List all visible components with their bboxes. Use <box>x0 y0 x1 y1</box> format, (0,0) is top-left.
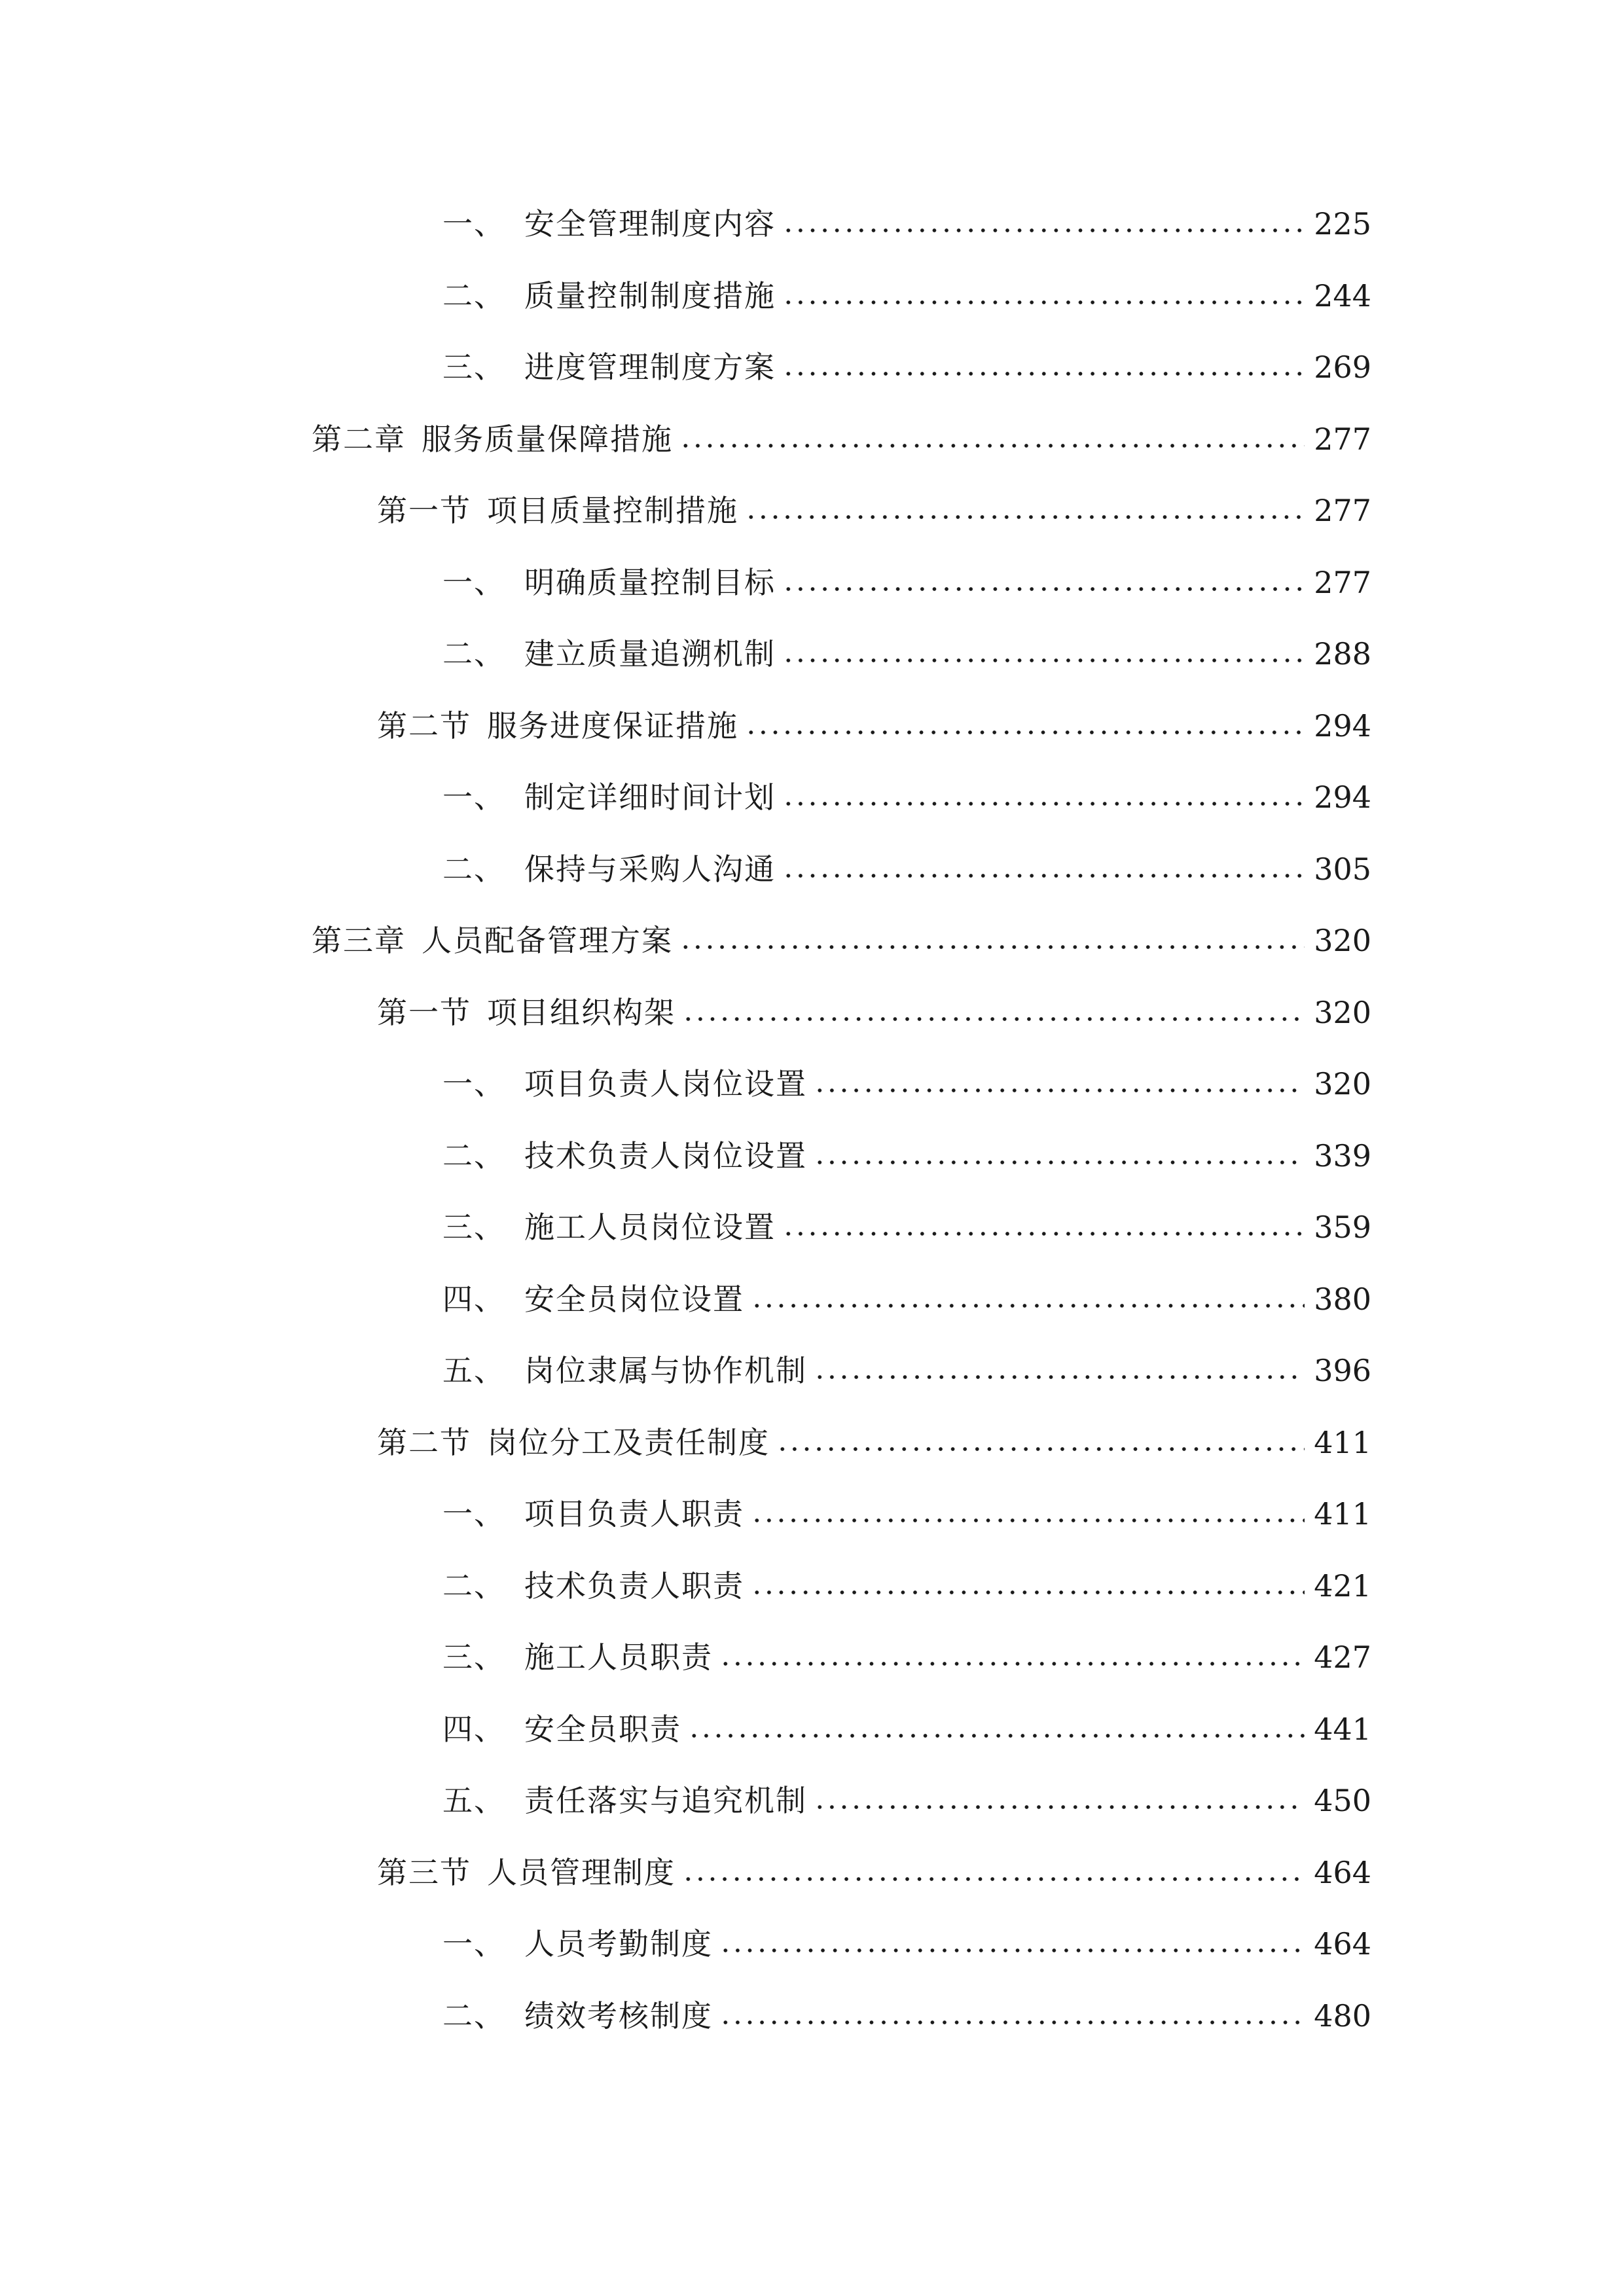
toc-entry-title: 项目负责人职责 <box>524 1496 744 1532</box>
toc-entry-number: 一、 <box>442 206 505 242</box>
toc-entry-page-number: 288 <box>1314 636 1371 672</box>
toc-entry-page-number: 244 <box>1314 278 1371 314</box>
dot-leader <box>782 584 1305 594</box>
toc-entry-title: 施工人员职责 <box>524 1640 713 1675</box>
toc-entry[interactable] <box>442 1196 1371 1245</box>
toc-entry-number: 第二章 <box>312 422 406 457</box>
dot-leader <box>682 1014 1305 1024</box>
toc-entry-section[interactable] <box>377 982 1371 1028</box>
toc-entry-number: 二、 <box>442 852 505 887</box>
toc-entry-title: 责任落实与追究机制 <box>524 1783 807 1818</box>
toc-entry-title: 岗位分工及责任制度 <box>487 1425 770 1460</box>
toc-entry-page-number: 411 <box>1314 1425 1371 1460</box>
toc-entry-title: 技术负责人岗位设置 <box>524 1138 807 1174</box>
toc-entry-number: 一、 <box>442 1926 505 1962</box>
dot-leader <box>814 1086 1305 1095</box>
toc-entry-title: 人员考勤制度 <box>524 1926 713 1962</box>
toc-entry-page-number: 464 <box>1314 1926 1371 1962</box>
toc-entry-number: 一、 <box>442 565 505 600</box>
toc-entry-title: 服务进度保证措施 <box>487 708 738 744</box>
toc-entry-chapter[interactable] <box>312 408 1371 457</box>
dot-leader <box>782 369 1305 378</box>
toc-entry-title: 项目负责人岗位设置 <box>524 1066 807 1102</box>
toc-entry-title: 服务质量保障措施 <box>422 422 673 457</box>
toc-entry-number: 第三章 <box>312 923 406 958</box>
toc-entry[interactable] <box>442 552 1371 598</box>
toc-entry-title: 制定详细时间计划 <box>524 780 776 815</box>
toc-entry[interactable] <box>442 1913 1371 1962</box>
dot-leader <box>814 1158 1305 1167</box>
toc-entry-number: 第一节 <box>377 493 471 528</box>
toc-entry-number: 第一节 <box>377 995 471 1030</box>
toc-entry-page-number: 380 <box>1314 1282 1371 1317</box>
toc-entry[interactable] <box>442 1626 1371 1675</box>
toc-entry-page-number: 480 <box>1314 1998 1371 2034</box>
toc-entry[interactable] <box>442 1985 1371 2034</box>
toc-entry-title: 建立质量追溯机制 <box>524 636 776 672</box>
toc-entry-title: 项目组织构架 <box>487 995 676 1030</box>
toc-entry-section[interactable] <box>377 695 1371 744</box>
toc-entry-number: 三、 <box>442 1640 505 1675</box>
toc-entry-section[interactable] <box>377 1842 1371 1888</box>
toc-entry[interactable] <box>442 766 1371 815</box>
toc-entry-number: 二、 <box>442 1568 505 1604</box>
toc-entry[interactable] <box>442 1555 1371 1604</box>
toc-entry-page-number: 294 <box>1314 780 1371 815</box>
toc-entry-page-number: 441 <box>1314 1712 1371 1747</box>
dot-leader <box>682 1874 1305 1884</box>
dot-leader <box>814 1803 1305 1812</box>
toc-entry[interactable] <box>442 1483 1371 1532</box>
toc-entry-number: 一、 <box>442 780 505 815</box>
toc-entry-title: 明确质量控制目标 <box>524 565 776 600</box>
toc-entry-title: 施工人员岗位设置 <box>524 1210 776 1245</box>
toc-entry-title: 质量控制制度措施 <box>524 278 776 314</box>
toc-entry[interactable] <box>442 193 1371 242</box>
toc-entry-title: 保持与采购人沟通 <box>524 852 776 887</box>
dot-leader <box>688 1731 1305 1740</box>
toc-entry-number: 第二节 <box>377 708 471 744</box>
toc-entry-page-number: 305 <box>1314 852 1371 887</box>
dot-leader <box>782 799 1305 808</box>
toc-entry[interactable] <box>442 265 1371 314</box>
toc-entry-title: 人员管理制度 <box>487 1855 676 1890</box>
dot-leader <box>782 298 1305 307</box>
toc-entry-number: 三、 <box>442 350 505 385</box>
toc-entry-number: 三、 <box>442 1210 505 1245</box>
toc-entry-page-number: 269 <box>1314 350 1371 385</box>
dot-leader <box>745 512 1305 522</box>
toc-entry-number: 五、 <box>442 1353 505 1388</box>
toc-entry-page-number: 277 <box>1314 565 1371 600</box>
dot-leader <box>814 1372 1305 1382</box>
toc-entry-title: 岗位隶属与协作机制 <box>524 1353 807 1388</box>
toc-entry-page-number: 421 <box>1314 1568 1371 1604</box>
dot-leader <box>745 728 1305 737</box>
toc-entry-page-number: 320 <box>1314 995 1371 1030</box>
toc-entry-number: 一、 <box>442 1496 505 1532</box>
dot-leader <box>751 1516 1305 1525</box>
toc-entry-number: 四、 <box>442 1282 505 1317</box>
toc-entry[interactable] <box>442 336 1371 385</box>
toc-entry-title: 人员配备管理方案 <box>422 923 673 958</box>
toc-entry-chapter[interactable] <box>312 910 1371 956</box>
toc-entry-page-number: 359 <box>1314 1210 1371 1245</box>
toc-entry[interactable] <box>442 1698 1371 1747</box>
toc-entry[interactable] <box>442 838 1371 887</box>
toc-entry-page-number: 320 <box>1314 923 1371 958</box>
toc-entry-number: 二、 <box>442 278 505 314</box>
dot-leader <box>776 1444 1305 1454</box>
toc-entry-section[interactable] <box>377 1412 1371 1458</box>
toc-entry-page-number: 396 <box>1314 1353 1371 1388</box>
toc-entry-page-number: 225 <box>1314 206 1371 242</box>
toc-entry-number: 二、 <box>442 1998 505 2034</box>
toc-entry-page-number: 294 <box>1314 708 1371 744</box>
toc-entry-title: 绩效考核制度 <box>524 1998 713 2034</box>
dot-leader <box>719 1946 1305 1955</box>
dot-leader <box>719 1659 1305 1668</box>
dot-leader <box>679 942 1305 952</box>
toc-entry-title: 安全员岗位设置 <box>524 1282 744 1317</box>
dot-leader <box>719 2018 1305 2027</box>
toc-entry-page-number: 320 <box>1314 1066 1371 1102</box>
toc-entry-page-number: 427 <box>1314 1640 1371 1675</box>
toc-entry-title: 项目质量控制措施 <box>487 493 738 528</box>
toc-entry-number: 第二节 <box>377 1425 471 1460</box>
toc-entry-number: 五、 <box>442 1783 505 1818</box>
dot-leader <box>679 441 1305 450</box>
toc-entry[interactable] <box>442 1268 1371 1317</box>
toc-entry-number: 二、 <box>442 636 505 672</box>
toc-entry[interactable] <box>442 1340 1371 1386</box>
toc-entry-page-number: 450 <box>1314 1783 1371 1818</box>
dot-leader <box>782 871 1305 880</box>
toc-entry[interactable] <box>442 623 1371 672</box>
toc-entry-page-number: 277 <box>1314 422 1371 457</box>
toc-entry[interactable] <box>442 1053 1371 1102</box>
dot-leader <box>782 656 1305 665</box>
toc-entry-title: 进度管理制度方案 <box>524 350 776 385</box>
toc-entry[interactable] <box>442 1125 1371 1174</box>
dot-leader <box>782 226 1305 235</box>
toc-entry-page-number: 411 <box>1314 1496 1371 1532</box>
toc-entry-number: 四、 <box>442 1712 505 1747</box>
dot-leader <box>751 1301 1305 1310</box>
dot-leader <box>751 1588 1305 1597</box>
toc-entry-number: 第三节 <box>377 1855 471 1890</box>
toc-entry-title: 安全员职责 <box>524 1712 681 1747</box>
toc-entry-page-number: 277 <box>1314 493 1371 528</box>
toc-entry-section[interactable] <box>377 480 1371 526</box>
toc-entry-title: 安全管理制度内容 <box>524 206 776 242</box>
toc-entry-title: 技术负责人职责 <box>524 1568 744 1604</box>
dot-leader <box>782 1229 1305 1238</box>
toc-entry-number: 二、 <box>442 1138 505 1174</box>
toc-entry-number: 一、 <box>442 1066 505 1102</box>
toc-entry-page-number: 339 <box>1314 1138 1371 1174</box>
toc-entry-page-number: 464 <box>1314 1855 1371 1890</box>
toc-entry[interactable] <box>442 1770 1371 1816</box>
